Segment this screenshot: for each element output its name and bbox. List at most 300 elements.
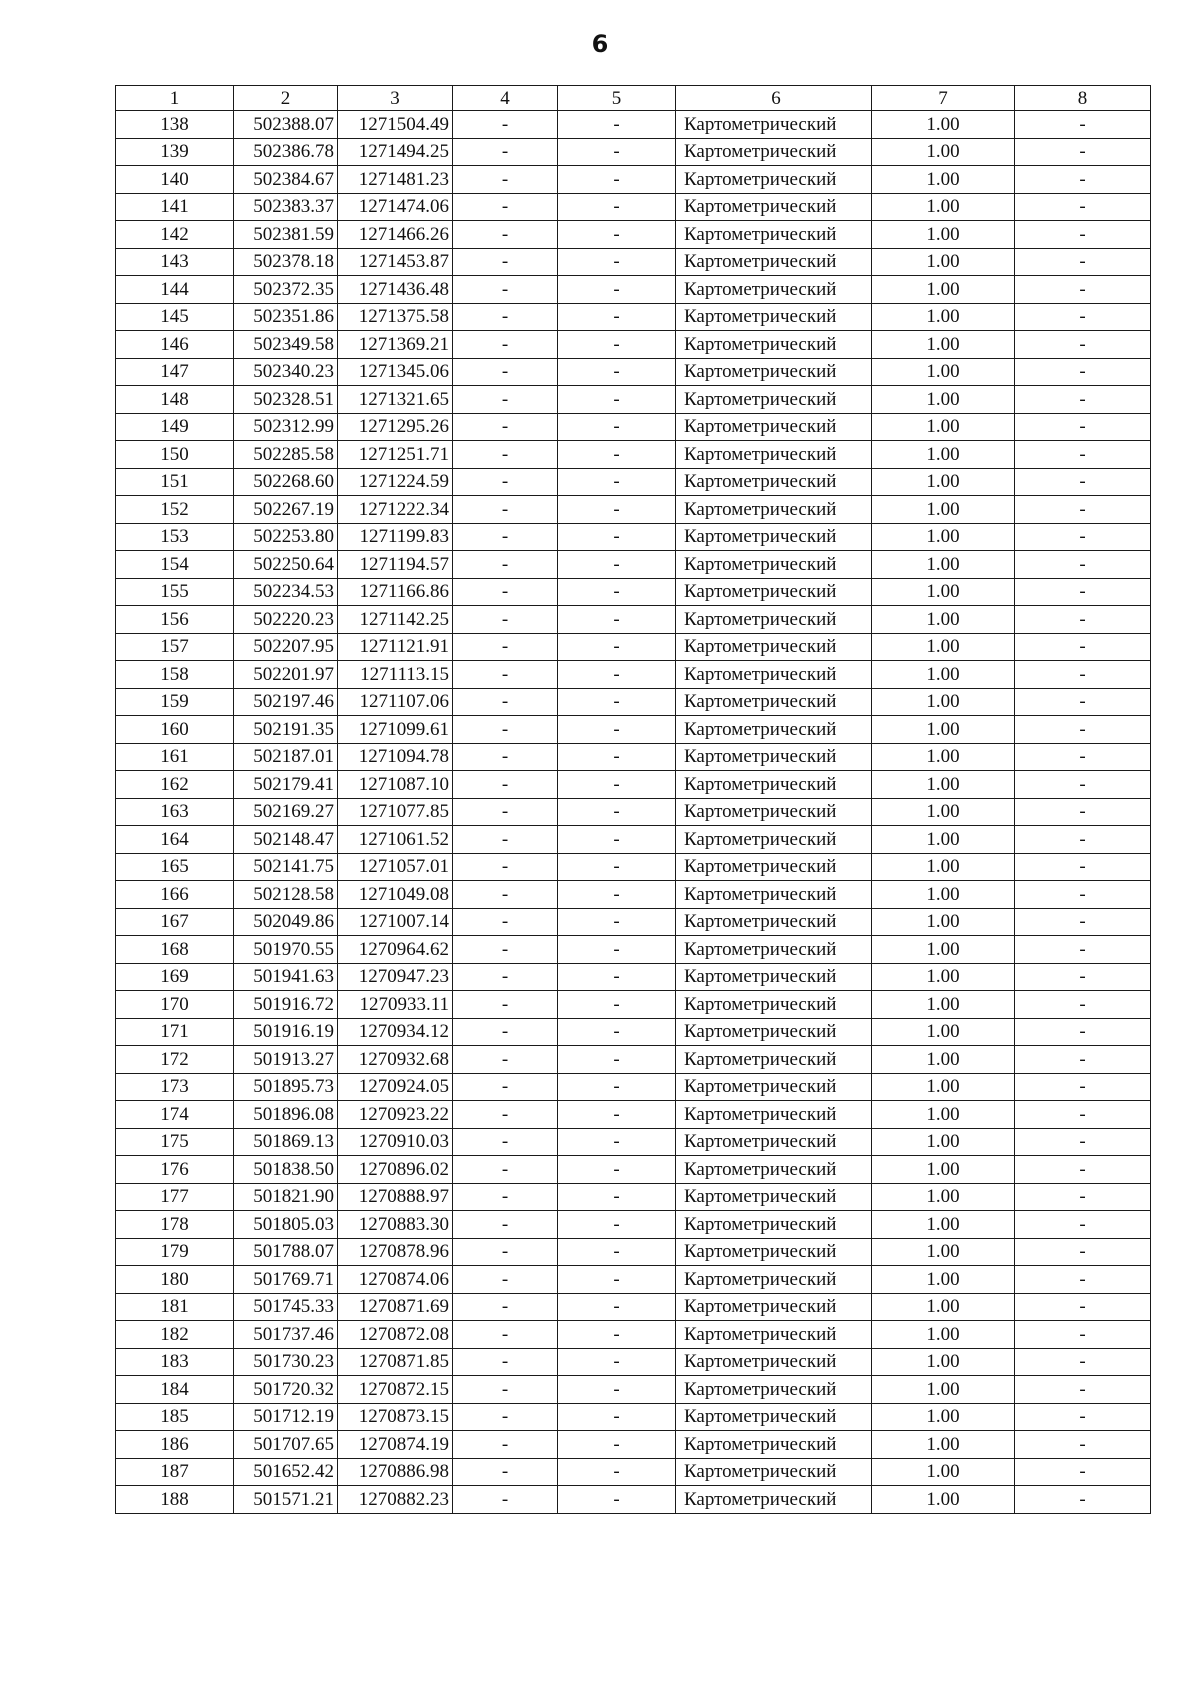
table-cell-col-4: - — [453, 303, 558, 331]
table-cell-col-1: 151 — [116, 468, 234, 496]
table-row — [116, 1348, 1151, 1376]
table-row — [116, 661, 1151, 689]
table-cell-col-4: - — [453, 1348, 558, 1376]
table-cell-col-1: 187 — [116, 1458, 234, 1486]
table-cell-col-3: 1270934.12 — [338, 1018, 453, 1046]
table-cell-col-2: 501821.90 — [234, 1183, 338, 1211]
table-cell-col-2: 501869.13 — [234, 1128, 338, 1156]
table-row — [116, 798, 1151, 826]
table-cell-col-1: 141 — [116, 193, 234, 221]
table-cell-col-8: - — [1015, 1431, 1151, 1459]
table-cell-col-8: - — [1015, 688, 1151, 716]
table-cell-col-8: - — [1015, 1458, 1151, 1486]
table-cell-col-4: - — [453, 386, 558, 414]
table-cell-col-1: 182 — [116, 1321, 234, 1349]
table-cell-col-6: Картометрический — [676, 1486, 872, 1514]
table-cell-col-7: 1.00 — [872, 1183, 1015, 1211]
table-cell-col-8: - — [1015, 248, 1151, 276]
table-cell-col-6: Картометрический — [676, 1211, 872, 1239]
table-cell-col-4: - — [453, 688, 558, 716]
table-cell-col-5: - — [558, 853, 676, 881]
table-cell-col-2: 502187.01 — [234, 743, 338, 771]
table-cell-col-3: 1271087.10 — [338, 771, 453, 799]
table-cell-col-7: 1.00 — [872, 221, 1015, 249]
table-header — [116, 86, 1151, 111]
table-cell-col-7: 1.00 — [872, 606, 1015, 634]
table-cell-col-5: - — [558, 908, 676, 936]
table-cell-col-2: 502267.19 — [234, 496, 338, 524]
table-cell-col-1: 173 — [116, 1073, 234, 1101]
table-cell-col-2: 502128.58 — [234, 881, 338, 909]
table-cell-col-2: 502197.46 — [234, 688, 338, 716]
table-cell-col-7: 1.00 — [872, 551, 1015, 579]
column-header-3: 3 — [338, 86, 453, 111]
table-cell-col-7: 1.00 — [872, 936, 1015, 964]
table-cell-col-4: - — [453, 578, 558, 606]
coordinates-table — [115, 85, 1151, 1514]
table-cell-col-7: 1.00 — [872, 1018, 1015, 1046]
table-row — [116, 1046, 1151, 1074]
table-row — [116, 1431, 1151, 1459]
table-cell-col-4: - — [453, 936, 558, 964]
table-cell-col-2: 502381.59 — [234, 221, 338, 249]
table-cell-col-7: 1.00 — [872, 771, 1015, 799]
table-row — [116, 303, 1151, 331]
table-cell-col-2: 501720.32 — [234, 1376, 338, 1404]
table-cell-col-3: 1271466.26 — [338, 221, 453, 249]
table-cell-col-7: 1.00 — [872, 358, 1015, 386]
table-cell-col-4: - — [453, 1321, 558, 1349]
table-cell-col-6: Картометрический — [676, 1321, 872, 1349]
table-cell-col-3: 1270878.96 — [338, 1238, 453, 1266]
table-cell-col-3: 1271251.71 — [338, 441, 453, 469]
table-cell-col-7: 1.00 — [872, 496, 1015, 524]
table-cell-col-7: 1.00 — [872, 413, 1015, 441]
table-cell-col-8: - — [1015, 1101, 1151, 1129]
table-cell-col-6: Картометрический — [676, 853, 872, 881]
table-cell-col-7: 1.00 — [872, 716, 1015, 744]
table-cell-col-8: - — [1015, 1403, 1151, 1431]
table-cell-col-4: - — [453, 606, 558, 634]
table-cell-col-5: - — [558, 221, 676, 249]
table-cell-col-2: 502220.23 — [234, 606, 338, 634]
table-cell-col-7: 1.00 — [872, 1238, 1015, 1266]
table-cell-col-6: Картометрический — [676, 248, 872, 276]
table-cell-col-7: 1.00 — [872, 1073, 1015, 1101]
table-cell-col-8: - — [1015, 936, 1151, 964]
table-cell-col-4: - — [453, 798, 558, 826]
table-cell-col-4: - — [453, 1431, 558, 1459]
table-cell-col-7: 1.00 — [872, 468, 1015, 496]
table-cell-col-6: Картометрический — [676, 771, 872, 799]
table-row — [116, 248, 1151, 276]
table-row — [116, 881, 1151, 909]
table-cell-col-6: Картометрический — [676, 386, 872, 414]
table-cell-col-3: 1270888.97 — [338, 1183, 453, 1211]
table-cell-col-1: 154 — [116, 551, 234, 579]
table-cell-col-3: 1271007.14 — [338, 908, 453, 936]
table-cell-col-2: 501737.46 — [234, 1321, 338, 1349]
table-cell-col-1: 184 — [116, 1376, 234, 1404]
table-cell-col-8: - — [1015, 1321, 1151, 1349]
table-cell-col-3: 1270871.69 — [338, 1293, 453, 1321]
table-row — [116, 1321, 1151, 1349]
table-row — [116, 606, 1151, 634]
table-cell-col-1: 168 — [116, 936, 234, 964]
table-cell-col-1: 165 — [116, 853, 234, 881]
table-cell-col-3: 1270932.68 — [338, 1046, 453, 1074]
table-cell-col-5: - — [558, 138, 676, 166]
table-cell-col-8: - — [1015, 1211, 1151, 1239]
table-row — [116, 963, 1151, 991]
table-cell-col-4: - — [453, 1046, 558, 1074]
table-cell-col-6: Картометрический — [676, 276, 872, 304]
table-cell-col-6: Картометрический — [676, 743, 872, 771]
table-cell-col-6: Картометрический — [676, 798, 872, 826]
table-cell-col-1: 174 — [116, 1101, 234, 1129]
table-cell-col-1: 170 — [116, 991, 234, 1019]
table-cell-col-5: - — [558, 1128, 676, 1156]
table-cell-col-7: 1.00 — [872, 1101, 1015, 1129]
table-cell-col-1: 143 — [116, 248, 234, 276]
table-cell-col-1: 160 — [116, 716, 234, 744]
table-cell-col-1: 188 — [116, 1486, 234, 1514]
table-cell-col-5: - — [558, 1156, 676, 1184]
table-cell-col-6: Картометрический — [676, 413, 872, 441]
table-cell-col-4: - — [453, 1073, 558, 1101]
table-cell-col-5: - — [558, 1238, 676, 1266]
table-row — [116, 578, 1151, 606]
table-row — [116, 1293, 1151, 1321]
table-cell-col-8: - — [1015, 221, 1151, 249]
table-cell-col-8: - — [1015, 991, 1151, 1019]
table-cell-col-5: - — [558, 331, 676, 359]
table-cell-col-2: 502384.67 — [234, 166, 338, 194]
table-cell-col-5: - — [558, 1431, 676, 1459]
table-cell-col-7: 1.00 — [872, 523, 1015, 551]
table-row — [116, 468, 1151, 496]
table-cell-col-7: 1.00 — [872, 1431, 1015, 1459]
table-cell-col-8: - — [1015, 441, 1151, 469]
table-cell-col-4: - — [453, 413, 558, 441]
table-cell-col-6: Картометрический — [676, 193, 872, 221]
table-cell-col-8: - — [1015, 578, 1151, 606]
table-cell-col-7: 1.00 — [872, 193, 1015, 221]
table-cell-col-7: 1.00 — [872, 138, 1015, 166]
table-cell-col-1: 175 — [116, 1128, 234, 1156]
table-cell-col-2: 502340.23 — [234, 358, 338, 386]
table-row — [116, 221, 1151, 249]
table-cell-col-1: 179 — [116, 1238, 234, 1266]
table-cell-col-3: 1271474.06 — [338, 193, 453, 221]
table-cell-col-6: Картометрический — [676, 1156, 872, 1184]
table-cell-col-6: Картометрический — [676, 1293, 872, 1321]
table-cell-col-7: 1.00 — [872, 881, 1015, 909]
table-cell-col-2: 502268.60 — [234, 468, 338, 496]
table-cell-col-1: 147 — [116, 358, 234, 386]
table-cell-col-5: - — [558, 358, 676, 386]
table-cell-col-8: - — [1015, 1128, 1151, 1156]
table-cell-col-6: Картометрический — [676, 1431, 872, 1459]
table-cell-col-1: 161 — [116, 743, 234, 771]
table-cell-col-3: 1271295.26 — [338, 413, 453, 441]
table-cell-col-1: 169 — [116, 963, 234, 991]
table-cell-col-3: 1271199.83 — [338, 523, 453, 551]
table-cell-col-4: - — [453, 1183, 558, 1211]
table-row — [116, 1018, 1151, 1046]
column-header-2: 2 — [234, 86, 338, 111]
table-cell-col-5: - — [558, 633, 676, 661]
table-cell-col-4: - — [453, 1018, 558, 1046]
table-cell-col-8: - — [1015, 1046, 1151, 1074]
table-cell-col-2: 501707.65 — [234, 1431, 338, 1459]
table-cell-col-8: - — [1015, 1018, 1151, 1046]
column-header-8: 8 — [1015, 86, 1151, 111]
table-cell-col-4: - — [453, 826, 558, 854]
table-cell-col-3: 1270964.62 — [338, 936, 453, 964]
table-cell-col-5: - — [558, 303, 676, 331]
table-row — [116, 523, 1151, 551]
table-row — [116, 551, 1151, 579]
table-cell-col-6: Картометрический — [676, 606, 872, 634]
table-cell-col-2: 501916.19 — [234, 1018, 338, 1046]
table-cell-col-4: - — [453, 853, 558, 881]
table-cell-col-1: 163 — [116, 798, 234, 826]
table-cell-col-1: 176 — [116, 1156, 234, 1184]
table-cell-col-8: - — [1015, 413, 1151, 441]
column-header-6: 6 — [676, 86, 872, 111]
table-cell-col-6: Картометрический — [676, 1018, 872, 1046]
table-cell-col-6: Картометрический — [676, 826, 872, 854]
table-cell-col-1: 138 — [116, 111, 234, 139]
table-cell-col-1: 156 — [116, 606, 234, 634]
table-cell-col-6: Картометрический — [676, 496, 872, 524]
table-cell-col-7: 1.00 — [872, 1348, 1015, 1376]
table-cell-col-7: 1.00 — [872, 331, 1015, 359]
table-cell-col-8: - — [1015, 1156, 1151, 1184]
table-row — [116, 853, 1151, 881]
table-cell-col-7: 1.00 — [872, 248, 1015, 276]
table-cell-col-1: 142 — [116, 221, 234, 249]
table-cell-col-6: Картометрический — [676, 963, 872, 991]
table-cell-col-5: - — [558, 1376, 676, 1404]
table-cell-col-2: 502285.58 — [234, 441, 338, 469]
table-cell-col-7: 1.00 — [872, 798, 1015, 826]
table-cell-col-5: - — [558, 496, 676, 524]
table-cell-col-1: 149 — [116, 413, 234, 441]
table-cell-col-2: 502378.18 — [234, 248, 338, 276]
table-cell-col-4: - — [453, 1486, 558, 1514]
table-cell-col-4: - — [453, 276, 558, 304]
table-cell-col-5: - — [558, 1211, 676, 1239]
table-cell-col-5: - — [558, 193, 676, 221]
table-cell-col-4: - — [453, 1128, 558, 1156]
table-cell-col-8: - — [1015, 606, 1151, 634]
table-cell-col-6: Картометрический — [676, 1183, 872, 1211]
table-cell-col-8: - — [1015, 1183, 1151, 1211]
table-cell-col-2: 502349.58 — [234, 331, 338, 359]
table-cell-col-3: 1271061.52 — [338, 826, 453, 854]
table-row — [116, 1376, 1151, 1404]
table-cell-col-4: - — [453, 1458, 558, 1486]
table-cell-col-6: Картометрический — [676, 138, 872, 166]
column-header-5: 5 — [558, 86, 676, 111]
table-cell-col-6: Картометрический — [676, 1238, 872, 1266]
table-cell-col-3: 1271453.87 — [338, 248, 453, 276]
column-header-1: 1 — [116, 86, 234, 111]
table-cell-col-4: - — [453, 1266, 558, 1294]
table-cell-col-5: - — [558, 963, 676, 991]
table-row — [116, 193, 1151, 221]
table-cell-col-5: - — [558, 661, 676, 689]
table-cell-col-2: 501913.27 — [234, 1046, 338, 1074]
table-cell-col-2: 502207.95 — [234, 633, 338, 661]
table-cell-col-5: - — [558, 1046, 676, 1074]
table-cell-col-6: Картометрический — [676, 468, 872, 496]
table-row — [116, 386, 1151, 414]
table-cell-col-8: - — [1015, 1238, 1151, 1266]
table-cell-col-7: 1.00 — [872, 963, 1015, 991]
table-cell-col-1: 180 — [116, 1266, 234, 1294]
table-cell-col-5: - — [558, 1348, 676, 1376]
table-cell-col-1: 150 — [116, 441, 234, 469]
table-cell-col-8: - — [1015, 386, 1151, 414]
table-cell-col-1: 155 — [116, 578, 234, 606]
table-cell-col-4: - — [453, 1403, 558, 1431]
table-cell-col-5: - — [558, 826, 676, 854]
table-row — [116, 1238, 1151, 1266]
table-row — [116, 441, 1151, 469]
table-cell-col-8: - — [1015, 523, 1151, 551]
table-cell-col-4: - — [453, 441, 558, 469]
table-cell-col-2: 502383.37 — [234, 193, 338, 221]
table-cell-col-3: 1271107.06 — [338, 688, 453, 716]
table-row — [116, 688, 1151, 716]
table-cell-col-2: 502169.27 — [234, 798, 338, 826]
table-cell-col-7: 1.00 — [872, 1211, 1015, 1239]
table-cell-col-1: 153 — [116, 523, 234, 551]
table-row — [116, 1266, 1151, 1294]
table-header-row — [116, 86, 1151, 111]
table-cell-col-2: 502372.35 — [234, 276, 338, 304]
table-row — [116, 358, 1151, 386]
table-cell-col-8: - — [1015, 743, 1151, 771]
table-cell-col-1: 158 — [116, 661, 234, 689]
table-cell-col-5: - — [558, 523, 676, 551]
table-cell-col-7: 1.00 — [872, 826, 1015, 854]
table-cell-col-3: 1271142.25 — [338, 606, 453, 634]
table-cell-col-5: - — [558, 111, 676, 139]
table-cell-col-4: - — [453, 633, 558, 661]
table-cell-col-8: - — [1015, 881, 1151, 909]
table-cell-col-2: 501652.42 — [234, 1458, 338, 1486]
table-cell-col-5: - — [558, 1403, 676, 1431]
table-cell-col-6: Картометрический — [676, 1128, 872, 1156]
table-cell-col-8: - — [1015, 303, 1151, 331]
table-cell-col-3: 1270882.23 — [338, 1486, 453, 1514]
table-row — [116, 716, 1151, 744]
table-cell-col-8: - — [1015, 358, 1151, 386]
table-row — [116, 771, 1151, 799]
table-row — [116, 276, 1151, 304]
table-cell-col-6: Картометрический — [676, 908, 872, 936]
table-cell-col-4: - — [453, 248, 558, 276]
table-cell-col-5: - — [558, 936, 676, 964]
table-cell-col-8: - — [1015, 276, 1151, 304]
table-cell-col-6: Картометрический — [676, 688, 872, 716]
table-row — [116, 1073, 1151, 1101]
table-cell-col-2: 502386.78 — [234, 138, 338, 166]
table-cell-col-8: - — [1015, 551, 1151, 579]
table-cell-col-6: Картометрический — [676, 1266, 872, 1294]
table-row — [116, 826, 1151, 854]
table-cell-col-4: - — [453, 1101, 558, 1129]
table-cell-col-2: 502328.51 — [234, 386, 338, 414]
table-cell-col-3: 1271369.21 — [338, 331, 453, 359]
table-cell-col-3: 1271224.59 — [338, 468, 453, 496]
table-cell-col-1: 148 — [116, 386, 234, 414]
table-cell-col-7: 1.00 — [872, 1156, 1015, 1184]
table-cell-col-4: - — [453, 523, 558, 551]
table-cell-col-7: 1.00 — [872, 276, 1015, 304]
table-cell-col-3: 1270874.19 — [338, 1431, 453, 1459]
table-cell-col-6: Картометрический — [676, 303, 872, 331]
table-cell-col-2: 501941.63 — [234, 963, 338, 991]
table-cell-col-1: 146 — [116, 331, 234, 359]
table-cell-col-2: 502351.86 — [234, 303, 338, 331]
table-cell-col-7: 1.00 — [872, 633, 1015, 661]
table-cell-col-8: - — [1015, 661, 1151, 689]
table-cell-col-8: - — [1015, 1376, 1151, 1404]
table-cell-col-6: Картометрический — [676, 936, 872, 964]
table-cell-col-6: Картометрический — [676, 1348, 872, 1376]
table-cell-col-5: - — [558, 1458, 676, 1486]
table-cell-col-7: 1.00 — [872, 991, 1015, 1019]
table-cell-col-3: 1270947.23 — [338, 963, 453, 991]
table-cell-col-3: 1271099.61 — [338, 716, 453, 744]
table-cell-col-6: Картометрический — [676, 523, 872, 551]
table-cell-col-4: - — [453, 138, 558, 166]
table-cell-col-7: 1.00 — [872, 1266, 1015, 1294]
table-cell-col-3: 1271121.91 — [338, 633, 453, 661]
table-cell-col-8: - — [1015, 853, 1151, 881]
table-cell-col-3: 1270883.30 — [338, 1211, 453, 1239]
table-cell-col-2: 501571.21 — [234, 1486, 338, 1514]
table-cell-col-8: - — [1015, 1348, 1151, 1376]
table-cell-col-6: Картометрический — [676, 441, 872, 469]
table-cell-col-3: 1270886.98 — [338, 1458, 453, 1486]
table-cell-col-8: - — [1015, 633, 1151, 661]
table-cell-col-3: 1271481.23 — [338, 166, 453, 194]
table-cell-col-6: Картометрический — [676, 578, 872, 606]
table-cell-col-2: 501769.71 — [234, 1266, 338, 1294]
table-row — [116, 1458, 1151, 1486]
table-cell-col-6: Картометрический — [676, 1376, 872, 1404]
table-cell-col-8: - — [1015, 331, 1151, 359]
table-row — [116, 1403, 1151, 1431]
table-cell-col-4: - — [453, 963, 558, 991]
table-cell-col-5: - — [558, 688, 676, 716]
table-cell-col-7: 1.00 — [872, 1321, 1015, 1349]
table-cell-col-5: - — [558, 276, 676, 304]
table-cell-col-4: - — [453, 1211, 558, 1239]
table-cell-col-3: 1271494.25 — [338, 138, 453, 166]
table-cell-col-6: Картометрический — [676, 991, 872, 1019]
table-cell-col-1: 183 — [116, 1348, 234, 1376]
page-number: 6 — [591, 30, 609, 58]
table-cell-col-5: - — [558, 166, 676, 194]
table-cell-col-8: - — [1015, 826, 1151, 854]
